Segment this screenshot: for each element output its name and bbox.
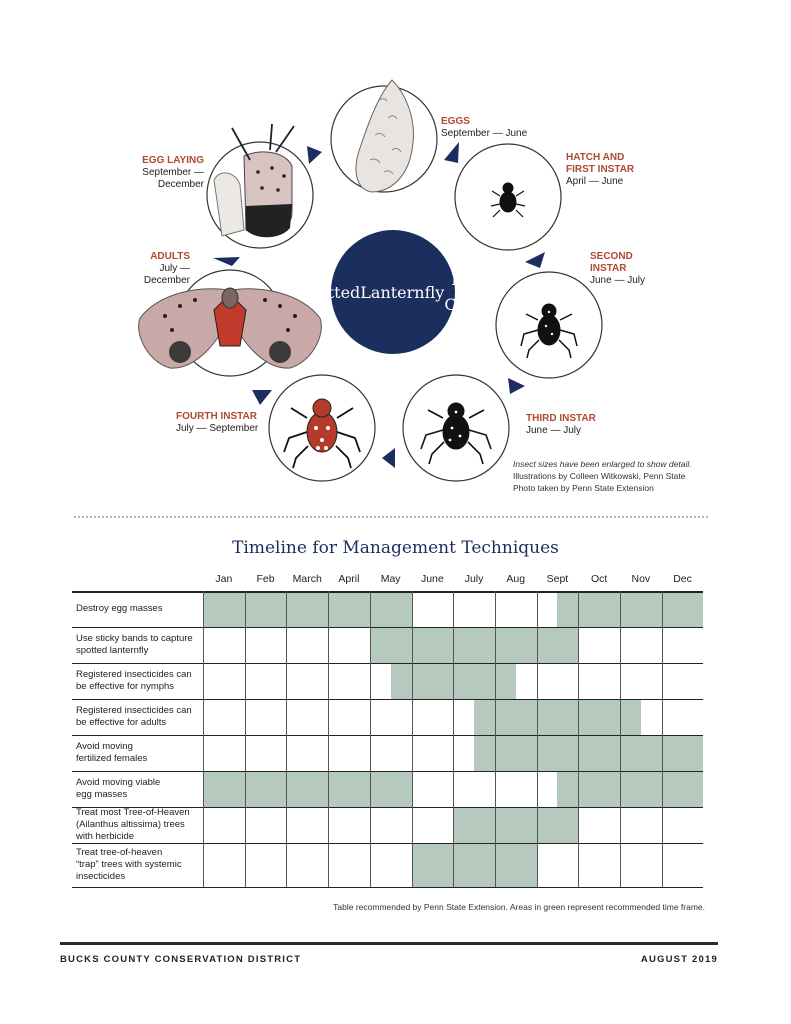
table-row-divider (72, 735, 703, 736)
credit-line: Illustrations by Colleen Witkowski, Penn State (513, 471, 686, 481)
table-row-divider (72, 591, 703, 593)
month-header: July (464, 573, 484, 585)
table-column-divider (412, 591, 413, 887)
recommended-period-fill (557, 591, 703, 627)
stage-label-fourth-instar (176, 411, 258, 435)
table-row-divider (72, 771, 703, 772)
recommended-period-fill (474, 735, 703, 771)
stage-label-adults (110, 251, 190, 287)
recommended-period-fill (203, 591, 412, 627)
table-column-divider (245, 591, 246, 887)
table-row-divider (72, 843, 703, 844)
stage-label-third-instar (526, 413, 596, 437)
arrow-icon (252, 390, 272, 405)
table-row-divider (72, 663, 703, 664)
table-column-divider (453, 591, 454, 887)
table-column-divider (578, 591, 579, 887)
table-row-label: Avoid moving viable egg masses (76, 777, 161, 800)
recommended-period-fill (412, 843, 537, 887)
table-note: Table recommended by Penn State Extension. Areas in green represent recommended time frame. (333, 902, 705, 912)
table-column-divider (370, 591, 371, 887)
stage-label-eggs (441, 116, 527, 140)
table-row-label: Use sticky bands to capture spotted lanternfly (76, 633, 193, 656)
management-timeline-table (72, 591, 703, 887)
table-column-divider (328, 591, 329, 887)
stage-label-egg-laying (110, 155, 204, 191)
stage-dates: July — December (143, 263, 190, 286)
arrow-icon (444, 142, 459, 163)
stage-name: SECOND INSTAR (590, 251, 633, 274)
life-cycle-diagram (0, 0, 791, 500)
table-row-divider (72, 627, 703, 628)
table-column-divider (537, 591, 538, 887)
arrow-icon (525, 252, 545, 268)
stage-dates: September — December (142, 167, 204, 190)
arrow-icon (382, 448, 395, 468)
table-row-divider (72, 807, 703, 808)
arrow-icon (508, 378, 525, 394)
month-header-row (0, 573, 791, 587)
life-cycle-title-line: Lanternfly (360, 282, 445, 302)
table-column-divider (286, 591, 287, 887)
recommended-period-fill (370, 627, 579, 663)
table-row-label: Avoid moving fertilized females (76, 741, 148, 764)
table-row-label: Treat tree-of-heaven “trap” trees with systemic insecticides (76, 847, 182, 882)
table-row-label: Treat most Tree-of-Heaven (Ailanthus altissima) trees with herbicide (76, 807, 190, 842)
credit-line: Insect sizes have been enlarged to show detail. (513, 459, 692, 469)
arrow-icon (213, 257, 240, 266)
table-column-divider (620, 591, 621, 887)
stage-name: EGGS (441, 116, 470, 127)
footer-organization: BUCKS COUNTY CONSERVATION DISTRICT (60, 954, 302, 965)
table-row-label: Registered insecticides can be effective for adults (76, 705, 192, 728)
stage-dates: April — June (566, 176, 624, 187)
table-row-divider (72, 887, 703, 888)
footer-rule (60, 942, 718, 945)
timeline-title: Timeline for Management Techniques (232, 538, 559, 558)
table-column-divider (662, 591, 663, 887)
stage-dates: July — September (176, 423, 259, 434)
month-header: Oct (590, 573, 608, 585)
stage-name: ADULTS (150, 251, 190, 262)
table-row-label: Destroy egg masses (76, 603, 163, 614)
month-header: May (380, 573, 401, 585)
table-row-divider (72, 699, 703, 700)
footer-date: AUGUST 2019 (640, 954, 718, 965)
life-cycle-title (296, 230, 490, 354)
stage-name: HATCH AND FIRST INSTAR (566, 152, 635, 175)
table-row-label: Registered insecticides can be effective for nymphs (76, 669, 192, 692)
recommended-period-fill (453, 807, 578, 843)
month-header: Feb (256, 573, 275, 585)
month-header: Nov (631, 573, 651, 585)
egg-laying-illustration (214, 124, 294, 237)
stage-dates: June — July (526, 425, 582, 436)
month-header: Aug (506, 573, 526, 585)
credit-line: Photo taken by Penn State Extension (513, 483, 654, 493)
life-cycle-title-line: Life Cycle (444, 270, 490, 314)
month-header: June (420, 573, 444, 585)
month-header: Sept (546, 573, 569, 585)
month-header: Jan (215, 573, 233, 585)
stage-name: FOURTH INSTAR (176, 411, 257, 422)
month-header: Dec (673, 573, 692, 585)
month-header: March (292, 573, 322, 585)
table-column-divider (495, 591, 496, 887)
arrow-icon (307, 146, 322, 164)
image-credits (513, 458, 692, 494)
stage-label-hatch (566, 152, 634, 188)
stage-name: THIRD INSTAR (526, 413, 596, 424)
stage-label-second-instar (590, 251, 645, 287)
stage-name: EGG LAYING (142, 155, 204, 166)
life-cycle-title-line: Spotted (296, 282, 361, 302)
recommended-period-fill (474, 699, 641, 735)
dotted-divider (74, 516, 708, 518)
month-header: April (338, 573, 360, 585)
stage-dates: September — June (441, 128, 528, 139)
recommended-period-fill (557, 771, 703, 807)
stage-dates: June — July (590, 275, 646, 286)
table-column-divider (203, 591, 204, 887)
recommended-period-fill (203, 771, 412, 807)
